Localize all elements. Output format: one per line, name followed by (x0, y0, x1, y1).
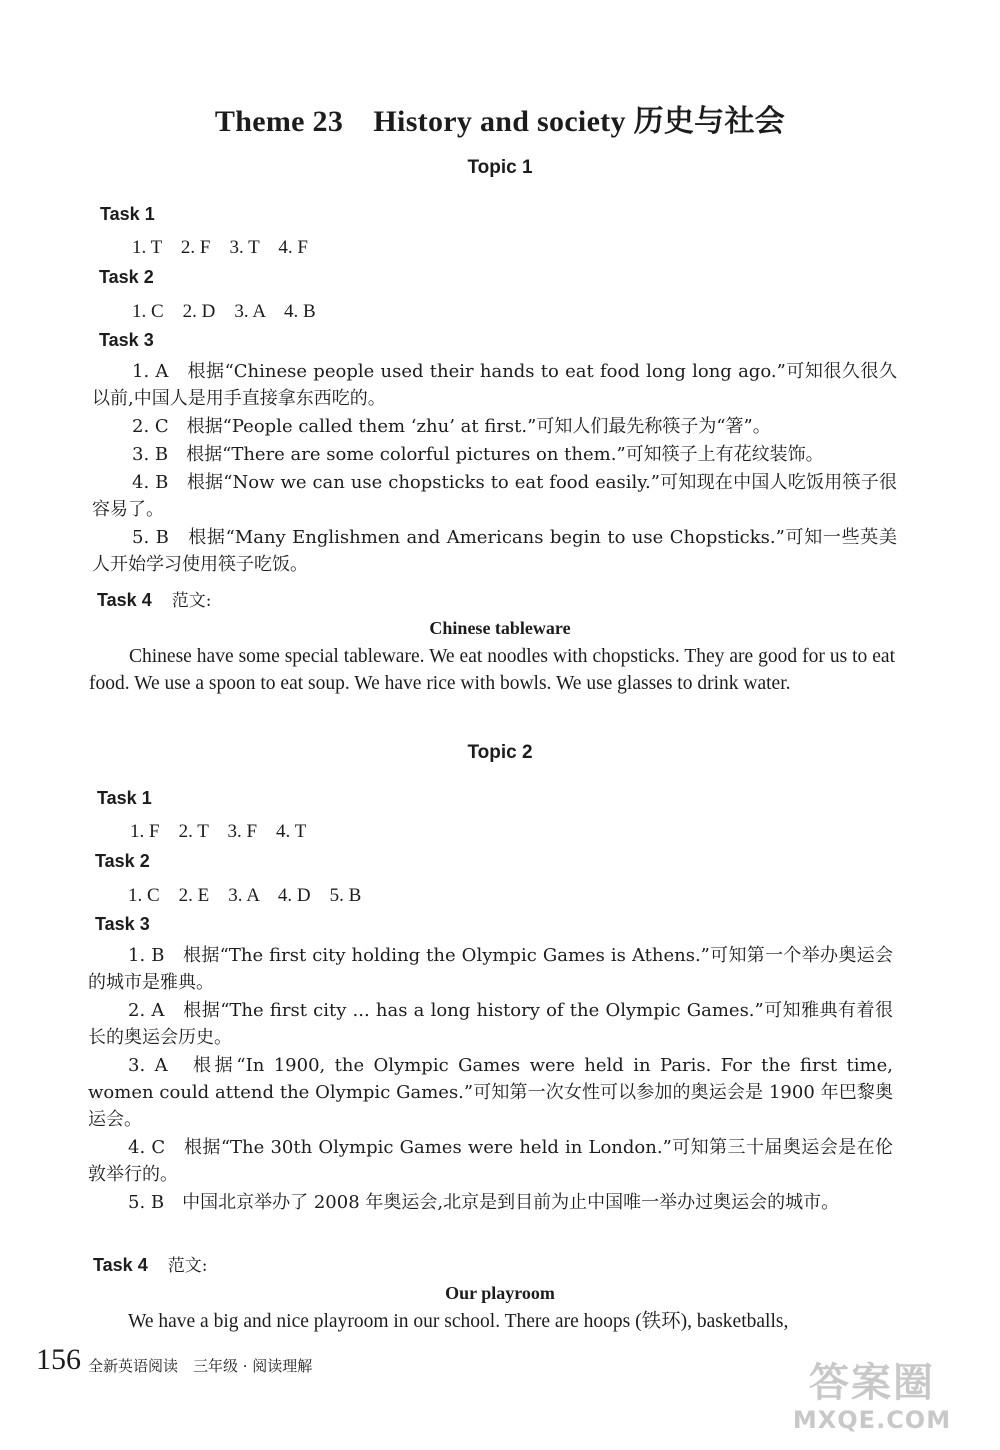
topic1-task3-item-4: 4. B 根据“Now we can use chopsticks to eat food easily.”可知现在中国人吃饭用筷子很容易了。 (92, 472, 897, 520)
watermark-bottom: MXQE.COM (792, 1406, 952, 1434)
page-title: Theme 23 History and society 历史与社会 (214, 105, 786, 138)
topic1-task1-label: Task 1 (100, 204, 155, 224)
topic1-task1-answers: 1. T 2. F 3. T 4. F (132, 237, 308, 258)
topic1-task4-row (97, 586, 211, 611)
topic2-task4-row (93, 1251, 207, 1276)
topic2-task3-item-3: 3. A 根据“In 1900, the Olympic Games were held in Paris. For the first time, women could attend the Olympic Games.”可知第一次女性可以参加的奥运会是 1900 年巴黎奥运会。 (88, 1055, 893, 1130)
topic1-task3-item-2: 2. C 根据“People called them ‘zhu’ at first.”可知人们最先称筷子为“箸”。 (132, 416, 771, 437)
topic2-task3-item-5: 5. B 中国北京举办了 2008 年奥运会,北京是到目前为止中国唯一举办过奥运会的城市。 (128, 1192, 840, 1213)
topic2-task3-item-4: 4. C 根据“The 30th Olympic Games were held in London.”可知第三十届奥运会是在伦敦举行的。 (88, 1137, 893, 1185)
topic1-task2-label: Task 2 (99, 267, 154, 287)
topic1-task3-label: Task 3 (99, 330, 154, 350)
topic1-essay-title: Chinese tableware (429, 618, 571, 638)
topic1-task4-label: Task 4 (97, 590, 152, 610)
page-number: 156 (36, 1343, 81, 1376)
topic1-task3-item-1: 1. A 根据“Chinese people used their hands to eat food long long ago.”可知很久很久以前,中国人是用手直接拿东西吃的。 (92, 361, 897, 409)
topic2-heading: Topic 2 (467, 742, 533, 763)
topic2-task2-answers: 1. C 2. E 3. A 4. D 5. B (128, 885, 362, 906)
topic2-essay-title: Our playroom (445, 1283, 555, 1303)
topic1-task3-item-5: 5. B 根据“Many Englishmen and Americans begin to use Chopsticks.”可知一些英美人开始学习使用筷子吃饭。 (92, 527, 897, 575)
fanwen-label: 范文: (171, 591, 212, 611)
topic1-essay: Chinese have some special tableware. We eat noodles with chopsticks. They are good for us to eat food. We use a spoon to eat soup. We have rice with bowls. We use glasses to drink water. (89, 646, 895, 694)
watermark-top: 答案圈 (809, 1360, 935, 1406)
topic2-essay: We have a big and nice playroom in our school. There are hoops (铁环), basketballs, (128, 1311, 789, 1332)
topic2-task1-label: Task 1 (97, 788, 152, 808)
topic2-task2-label: Task 2 (95, 851, 150, 871)
topic2-task3-item-1: 1. B 根据“The first city holding the Olympic Games is Athens.”可知第一个举办奥运会的城市是雅典。 (88, 945, 893, 993)
topic1-task3-item-3: 3. B 根据“There are some colorful pictures on them.”可知筷子上有花纹装饰。 (132, 444, 824, 465)
topic2-task3-label: Task 3 (95, 914, 150, 934)
topic2-task4-label: Task 4 (93, 1255, 148, 1275)
book-title: 全新英语阅读 三年级 · 阅读理解 (88, 1357, 313, 1375)
topic2-task1-answers: 1. F 2. T 3. F 4. T (130, 821, 307, 842)
topic2-task3-item-2: 2. A 根据“The first city ... has a long history of the Olympic Games.”可知雅典有着很长的奥运会历史。 (88, 1000, 893, 1048)
topic1-task2-answers: 1. C 2. D 3. A 4. B (132, 301, 316, 322)
topic1-heading: Topic 1 (467, 157, 533, 178)
watermark-logo (772, 1360, 972, 1440)
fanwen-label: 范文: (167, 1256, 208, 1276)
